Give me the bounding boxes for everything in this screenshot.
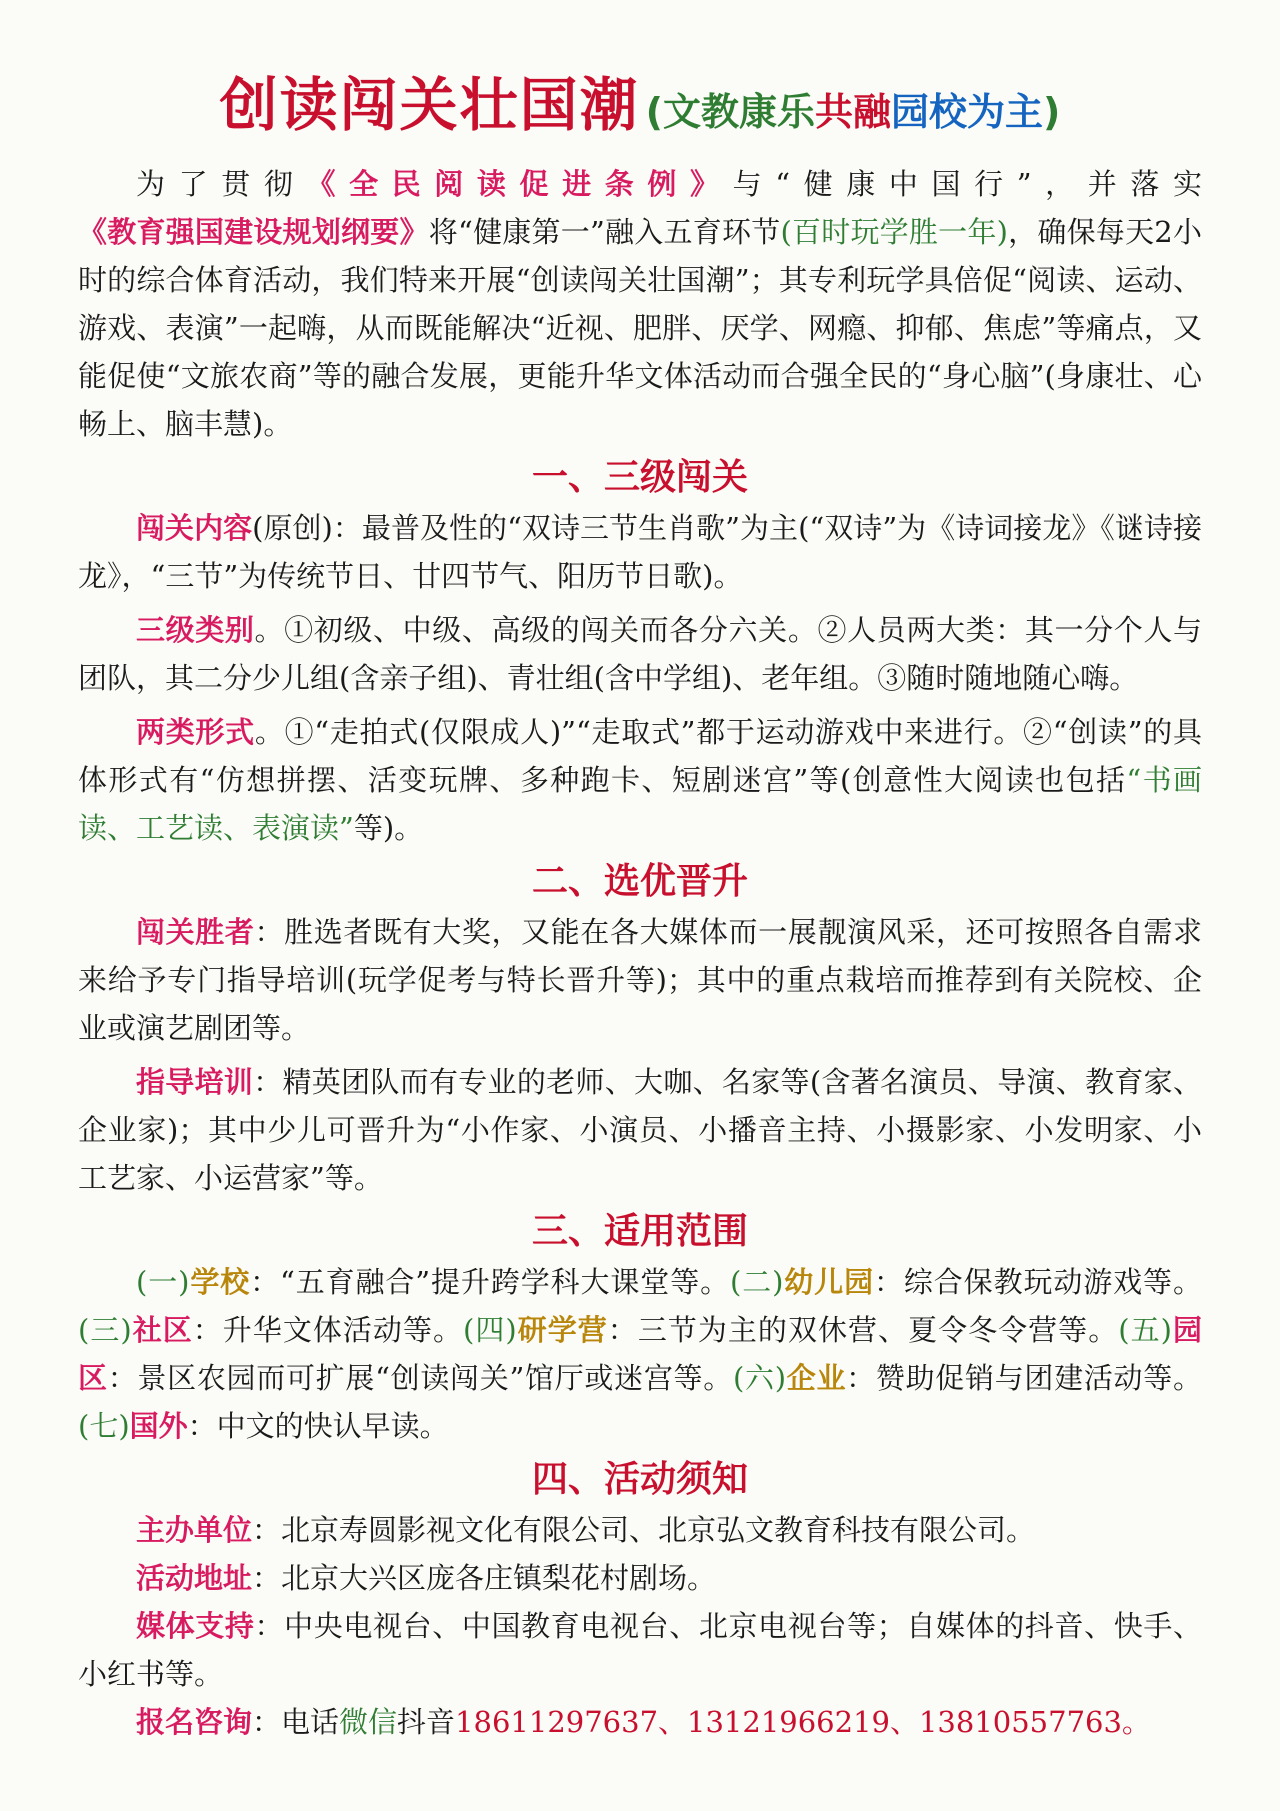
s4-registration: 报名咨询：电话微信抖音18611297637、13121966219、13810557763。 (136, 1705, 1151, 1739)
section-heading-1: 一、三级闯关 (531, 457, 748, 498)
scope-enterprise: 企业 (786, 1361, 847, 1395)
phone-numbers: 18611297637、13121966219、13810557763。 (455, 1705, 1151, 1739)
label-content: 闯关内容 (136, 511, 253, 545)
scope-camp: 研学营 (516, 1313, 608, 1347)
s1-levels: 三级类别。①初级、中级、高级的闯关而各分六关。②人员两大类：其一分个人与团队，其二分少儿组(含亲子组)、青壮组(含中学组)、老年组。③随时随地随心嗨。 (78, 613, 1202, 695)
section-heading-3: 三、适用范围 (531, 1211, 748, 1252)
law-title-2: 《教育强国建设规划纲要》 (78, 215, 429, 249)
section-heading-4: 四、活动须知 (531, 1459, 748, 1500)
scope-school: 学校 (189, 1265, 251, 1299)
s2-winners: 闯关胜者：胜选者既有大奖，又能在各大媒体而一展靓演风采，还可按照各自需求来给予专门指导培训(玩学促考与特长晋升等)；其中的重点栽培而推荐到有关院校、企业或演艺剧团等。 (78, 915, 1202, 1045)
label-address: 活动地址 (136, 1561, 253, 1595)
s4-address: 活动地址：北京大兴区庞各庄镇梨花村剧场。 (136, 1561, 717, 1595)
s1-forms: 两类形式。①“走拍式(仅限成人)”“走取式”都于运动游戏中来进行。②“创读”的具体形式有“仿想拼摆、活变玩牌、多种跑卡、短剧迷宫”等(创意性大阅读也包括“书画读、工艺读、表演读”等)。 (78, 715, 1203, 845)
section-heading-2: 二、选优晋升 (531, 861, 748, 902)
label-registration: 报名咨询 (136, 1705, 253, 1739)
scope-park: 园区 (78, 1313, 1202, 1395)
intro-note: (百时玩学胜一年) (780, 215, 1008, 249)
s3-scope: (一)学校：“五育融合”提升跨学科大课堂等。(二)幼儿园：综合保教玩动游戏等。(三)社区：升华文体活动等。(四)研学营：三节为主的双休营、夏令冬令营等。(五)园区：景区农园而可扩展“创读闯关”馆厅或迷宫等。(六)企业：赞助促销与团建活动等。(七)国外：中文的快认早读。 (78, 1265, 1202, 1443)
scope-kindergarten: 幼儿园 (783, 1265, 874, 1299)
label-media: 媒体支持 (136, 1609, 255, 1643)
title-subtitle: (文教康乐共融园校为主) (645, 90, 1061, 134)
intro-paragraph: 为了贯彻《全民阅读促进条例》与“健康中国行”，并落实《教育强国建设规划纲要》将“健康第一”融入五育环节(百时玩学胜一年)，确保每天2小时的综合体育活动，我们特来开展“创读闯关壮国潮”；其专利玩学具倍促“阅读、运动、游戏、表演”一起嗨，从而既能解决“近视、肥胖、厌学、网瘾、抑郁、焦虑”等痛点，又能促使“文旅农商”等的融合发展，更能升华文体活动而合强全民的“身心脑”(身康壮、心畅上、脑丰慧)。 (78, 167, 1202, 441)
label-winners: 闯关胜者 (136, 915, 255, 949)
scope-abroad: 国外 (129, 1409, 188, 1443)
label-training: 指导培训 (136, 1065, 254, 1099)
s4-media: 媒体支持：中央电视台、中国教育电视台、北京电视台等；自媒体的抖音、快手、小红书等。 (78, 1609, 1202, 1691)
title-main: 创读闯关壮国潮 (219, 71, 640, 139)
s1-content: 闯关内容(原创)：最普及性的“双诗三节生肖歌”为主(“双诗”为《诗词接龙》《谜诗接龙》，“三节”为传统节日、廿四节气、阳历节日歌)。 (78, 511, 1202, 593)
scope-community: 社区 (131, 1313, 193, 1347)
poster-title (78, 60, 1202, 150)
label-levels: 三级类别 (136, 613, 255, 647)
s4-host: 主办单位：北京寿圆影视文化有限公司、北京弘文教育科技有限公司。 (136, 1513, 1036, 1547)
s2-training: 指导培训：精英团队而有专业的老师、大咖、名家等(含著名演员、导演、教育家、企业家)；其中少儿可晋升为“小作家、小演员、小播音主持、小摄影家、小发明家、小工艺家、小运营家”等。 (78, 1065, 1202, 1195)
label-host: 主办单位 (136, 1513, 253, 1547)
label-forms: 两类形式 (136, 715, 255, 749)
law-title-1: 《全民阅读促进条例》 (306, 167, 733, 201)
